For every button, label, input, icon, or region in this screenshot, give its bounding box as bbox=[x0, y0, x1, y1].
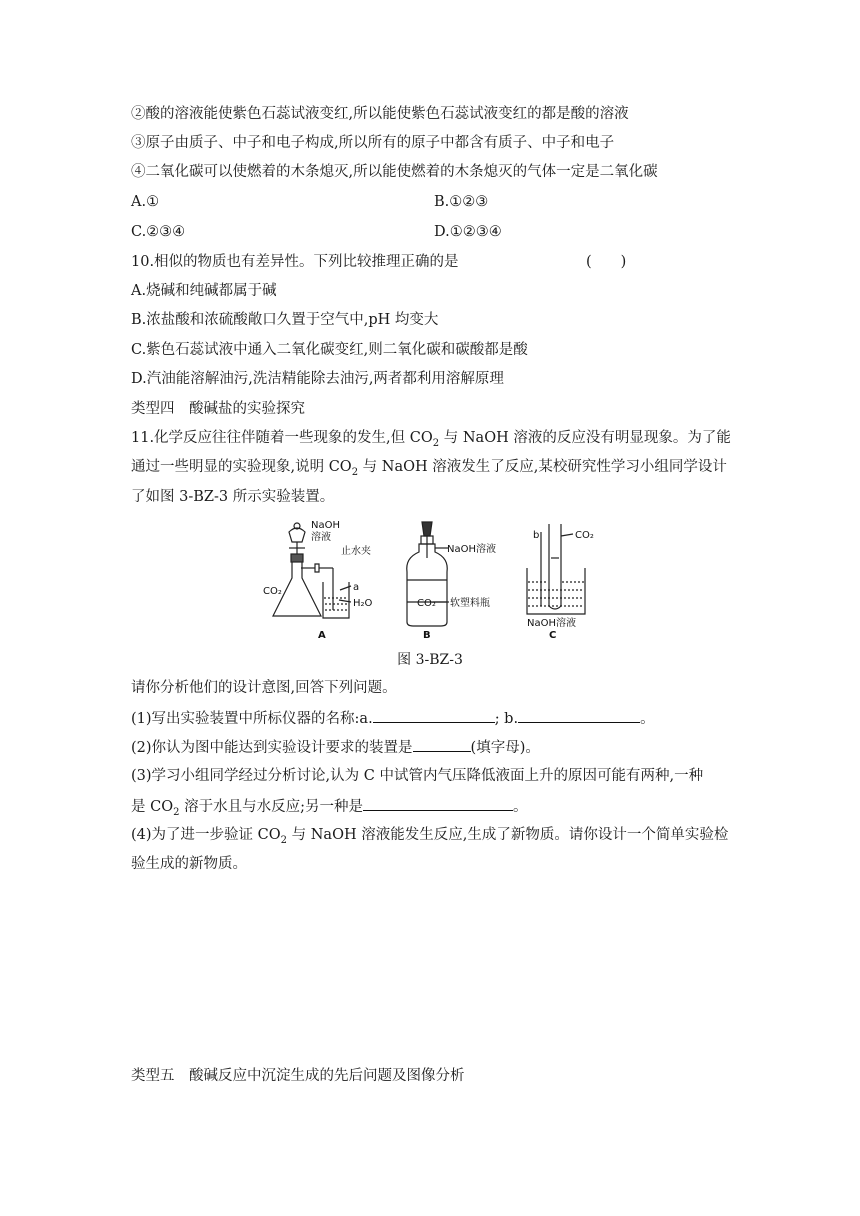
q11-part-3-line-2: 是 $CO_2$ 溶于水且与水反应;另一种是 。 bbox=[131, 795, 527, 823]
a-solution-label: 溶液 bbox=[311, 532, 331, 543]
answer-blank-device[interactable] bbox=[413, 736, 471, 752]
apparatus-b bbox=[407, 522, 449, 626]
b-figure-label: B bbox=[423, 630, 431, 641]
q10-option-d: D.汽油能溶解油污,洗洁精能除去油污,两者都利用溶解原理 bbox=[131, 371, 504, 387]
a-a-label: a bbox=[353, 582, 360, 593]
q11-part-4-line-2: 验生成的新物质。 bbox=[131, 856, 247, 872]
q11-part-4-line-1: (4)为了进一步验证 $CO_2$ 与 NaOH 溶液能发生反应,生成了新物质。请你设计一个简单实验检 bbox=[131, 827, 729, 846]
statement-4: ④二氧化碳可以使燃着的木条熄灭,所以能使燃着的木条熄灭的气体一定是二氧化碳 bbox=[131, 164, 658, 180]
q10-answer-bracket: ( ) bbox=[586, 254, 627, 270]
c-figure-label: C bbox=[549, 630, 557, 641]
q11-part-2: (2)你认为图中能达到实验设计要求的装置是 (填字母)。 bbox=[131, 736, 540, 758]
q11-intro: 请你分析他们的设计意图,回答下列问题。 bbox=[131, 680, 397, 696]
figure-caption: 图 3-BZ-3 bbox=[397, 652, 463, 668]
q11-line-1: 11.化学反应往往伴随着一些现象的发生,但 $CO_2$ 与 NaOH 溶液的反应没有明显现象。为了能 bbox=[131, 430, 731, 449]
a-naoh-label: NaOH bbox=[311, 520, 340, 531]
b-naoh-label: NaOH溶液 bbox=[447, 544, 496, 555]
b-co2-label: CO₂ bbox=[417, 598, 436, 609]
q10-option-b: B.浓盐酸和浓硫酸敞口久置于空气中,pH 均变大 bbox=[131, 312, 439, 328]
a-co2-label: CO₂ bbox=[263, 586, 282, 597]
q11-part-1: (1)写出实验装置中所标仪器的名称:a. ; b. 。 bbox=[131, 707, 655, 729]
statement-2: ②酸的溶液能使紫色石蕊试液变红,所以能使紫色石蕊试液变红的都是酸的溶液 bbox=[131, 106, 629, 122]
answer-blank-a[interactable] bbox=[373, 707, 495, 723]
a-figure-label: A bbox=[318, 630, 326, 641]
q9-option-b: B.①②③ bbox=[434, 194, 489, 210]
b-bottle-label: 软塑料瓶 bbox=[450, 598, 490, 609]
a-h2o-label: H₂O bbox=[353, 598, 373, 609]
q10-stem: 10.相似的物质也有差异性。下列比较推理正确的是 bbox=[131, 254, 459, 270]
c-b-label: b bbox=[533, 530, 540, 541]
q9-option-d: D.①②③④ bbox=[434, 224, 502, 240]
q11-line-2: 通过一些明显的实验现象,说明 $CO_2$ 与 NaOH 溶液发生了反应,某校研究性学习小组同学设计 bbox=[131, 459, 727, 478]
c-co2-label: CO₂ bbox=[575, 530, 594, 541]
q10-option-a: A.烧碱和纯碱都属于碱 bbox=[131, 283, 277, 299]
answer-blank-b[interactable] bbox=[518, 707, 640, 723]
apparatus-figure bbox=[255, 518, 605, 643]
q9-option-a: A.① bbox=[131, 194, 160, 210]
q9-option-c: C.②③④ bbox=[131, 224, 186, 240]
c-naoh-label: NaOH溶液 bbox=[527, 618, 576, 629]
statement-3: ③原子由质子、中子和电子构成,所以所有的原子中都含有质子、中子和电子 bbox=[131, 135, 615, 151]
section-heading-5: 类型五 酸碱反应中沉淀生成的先后问题及图像分析 bbox=[131, 1068, 465, 1084]
a-clamp-label: 止水夹 bbox=[341, 546, 371, 557]
q10-option-c: C.紫色石蕊试液中通入二氧化碳变红,则二氧化碳和碳酸都是酸 bbox=[131, 342, 528, 358]
section-heading-4: 类型四 酸碱盐的实验探究 bbox=[131, 401, 305, 417]
q11-part-3-line-1: (3)学习小组同学经过分析讨论,认为 C 中试管内气压降低液面上升的原因可能有两种,一种 bbox=[131, 768, 704, 784]
q11-line-3: 了如图 3-BZ-3 所示实验装置。 bbox=[131, 489, 335, 505]
answer-blank-reason[interactable] bbox=[363, 795, 513, 811]
